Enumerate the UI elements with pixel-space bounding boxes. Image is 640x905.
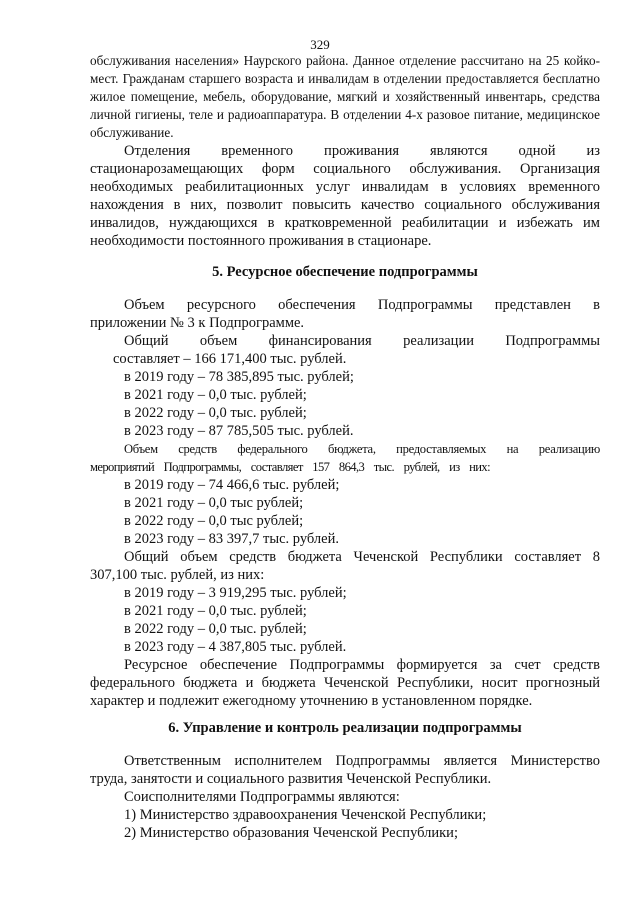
text-line: 2) Министерство образования Чеченской Республики; — [124, 825, 458, 841]
text-line: в 2022 году – 0,0 тыс рублей; — [124, 513, 304, 529]
text-line: в 2019 году – 78 385,895 тыс. рублей; — [124, 369, 354, 385]
text-line: Ресурсное обеспечение Подпрограммы формируется за счет средств — [124, 657, 600, 673]
text-line: личной гигиены, теле и радиоаппаратура. В отделении 4-х разовое питание, медицинское — [90, 107, 600, 122]
text-line: жилое помещение, мебель, оборудование, мягкий и хозяйственный инвентарь, средства — [90, 89, 600, 104]
text-line: стационарозамещающих форм социального обслуживания. Организация — [90, 161, 600, 177]
text-line: нахождения в них, позволит повысить качество социального обслуживания — [90, 197, 600, 213]
text-line: в 2021 году – 0,0 тыс. рублей; — [124, 387, 307, 403]
section-heading: 5. Ресурсное обеспечение подпрограммы — [212, 264, 478, 280]
text-line: характер и подлежит ежегодному уточнению в установленном порядке. — [90, 693, 533, 709]
section-heading: 6. Управление и контроль реализации подпрограммы — [168, 720, 522, 736]
text-line: 307,100 тыс. рублей, из них: — [90, 567, 265, 583]
text-line: Объем ресурсного обеспечения Подпрограммы представлен в — [124, 297, 600, 313]
text-line: в 2022 году – 0,0 тыс. рублей; — [124, 405, 307, 421]
text-line: обслуживания населения» Наурского района. Данное отделение рассчитано на 25 койко- — [90, 53, 600, 68]
text-line: в 2023 году – 83 397,7 тыс. рублей. — [124, 531, 339, 547]
text-line: в 2021 году – 0,0 тыс рублей; — [124, 495, 304, 511]
text-line: инвалидов, нуждающихся в кратковременной реабилитации и избежать им — [90, 215, 600, 231]
text-line: Общий объем средств бюджета Чеченской Республики составляет 8 — [124, 549, 600, 565]
text-line: мест. Гражданам старшего возраста и инвалидам в отделении предоставляется бесплатно — [90, 71, 600, 86]
text-line: в 2023 году – 87 785,505 тыс. рублей. — [124, 423, 354, 439]
text-line: в 2022 году – 0,0 тыс. рублей; — [124, 621, 307, 637]
text-line: Объем средств федерального бюджета, предоставляемых на реализацию — [124, 442, 600, 456]
text-line: необходимости постоянного проживания в стационаре. — [90, 233, 432, 249]
text-line: в 2019 году – 3 919,295 тыс. рублей; — [124, 585, 347, 601]
text-line: мероприятий Подпрограммы, составляет 157 864,3 тыс. рублей, из них: — [90, 460, 490, 474]
text-line: Ответственным исполнителем Подпрограммы является Министерство — [124, 753, 600, 769]
text-line: обслуживание. — [90, 125, 174, 140]
text-line: 1) Министерство здравоохранения Чеченской Республики; — [124, 807, 487, 823]
text-line: приложении № 3 к Подпрограмме. — [90, 315, 305, 331]
text-line: труда, занятости и социального развития Чеченской Республики. — [90, 771, 492, 787]
page-number: 329 — [310, 37, 330, 52]
text-line: в 2019 году – 74 466,6 тыс. рублей; — [124, 477, 340, 493]
text-line: Соисполнителями Подпрограммы являются: — [124, 789, 400, 805]
text-line: в 2021 году – 0,0 тыс. рублей; — [124, 603, 307, 619]
text-line: составляет – 166 171,400 тыс. рублей. — [113, 351, 347, 367]
text-line: необходимых реабилитационных услуг инвалидам в условиях временного — [90, 179, 600, 195]
text-line: Общий объем финансирования реализации Подпрограммы — [124, 333, 600, 349]
text-line: федерального бюджета и бюджета Чеченской Республики, носит прогнозный — [90, 675, 600, 691]
text-line: Отделения временного проживания являются одной из — [124, 143, 600, 159]
text-line: в 2023 году – 4 387,805 тыс. рублей. — [124, 639, 347, 655]
